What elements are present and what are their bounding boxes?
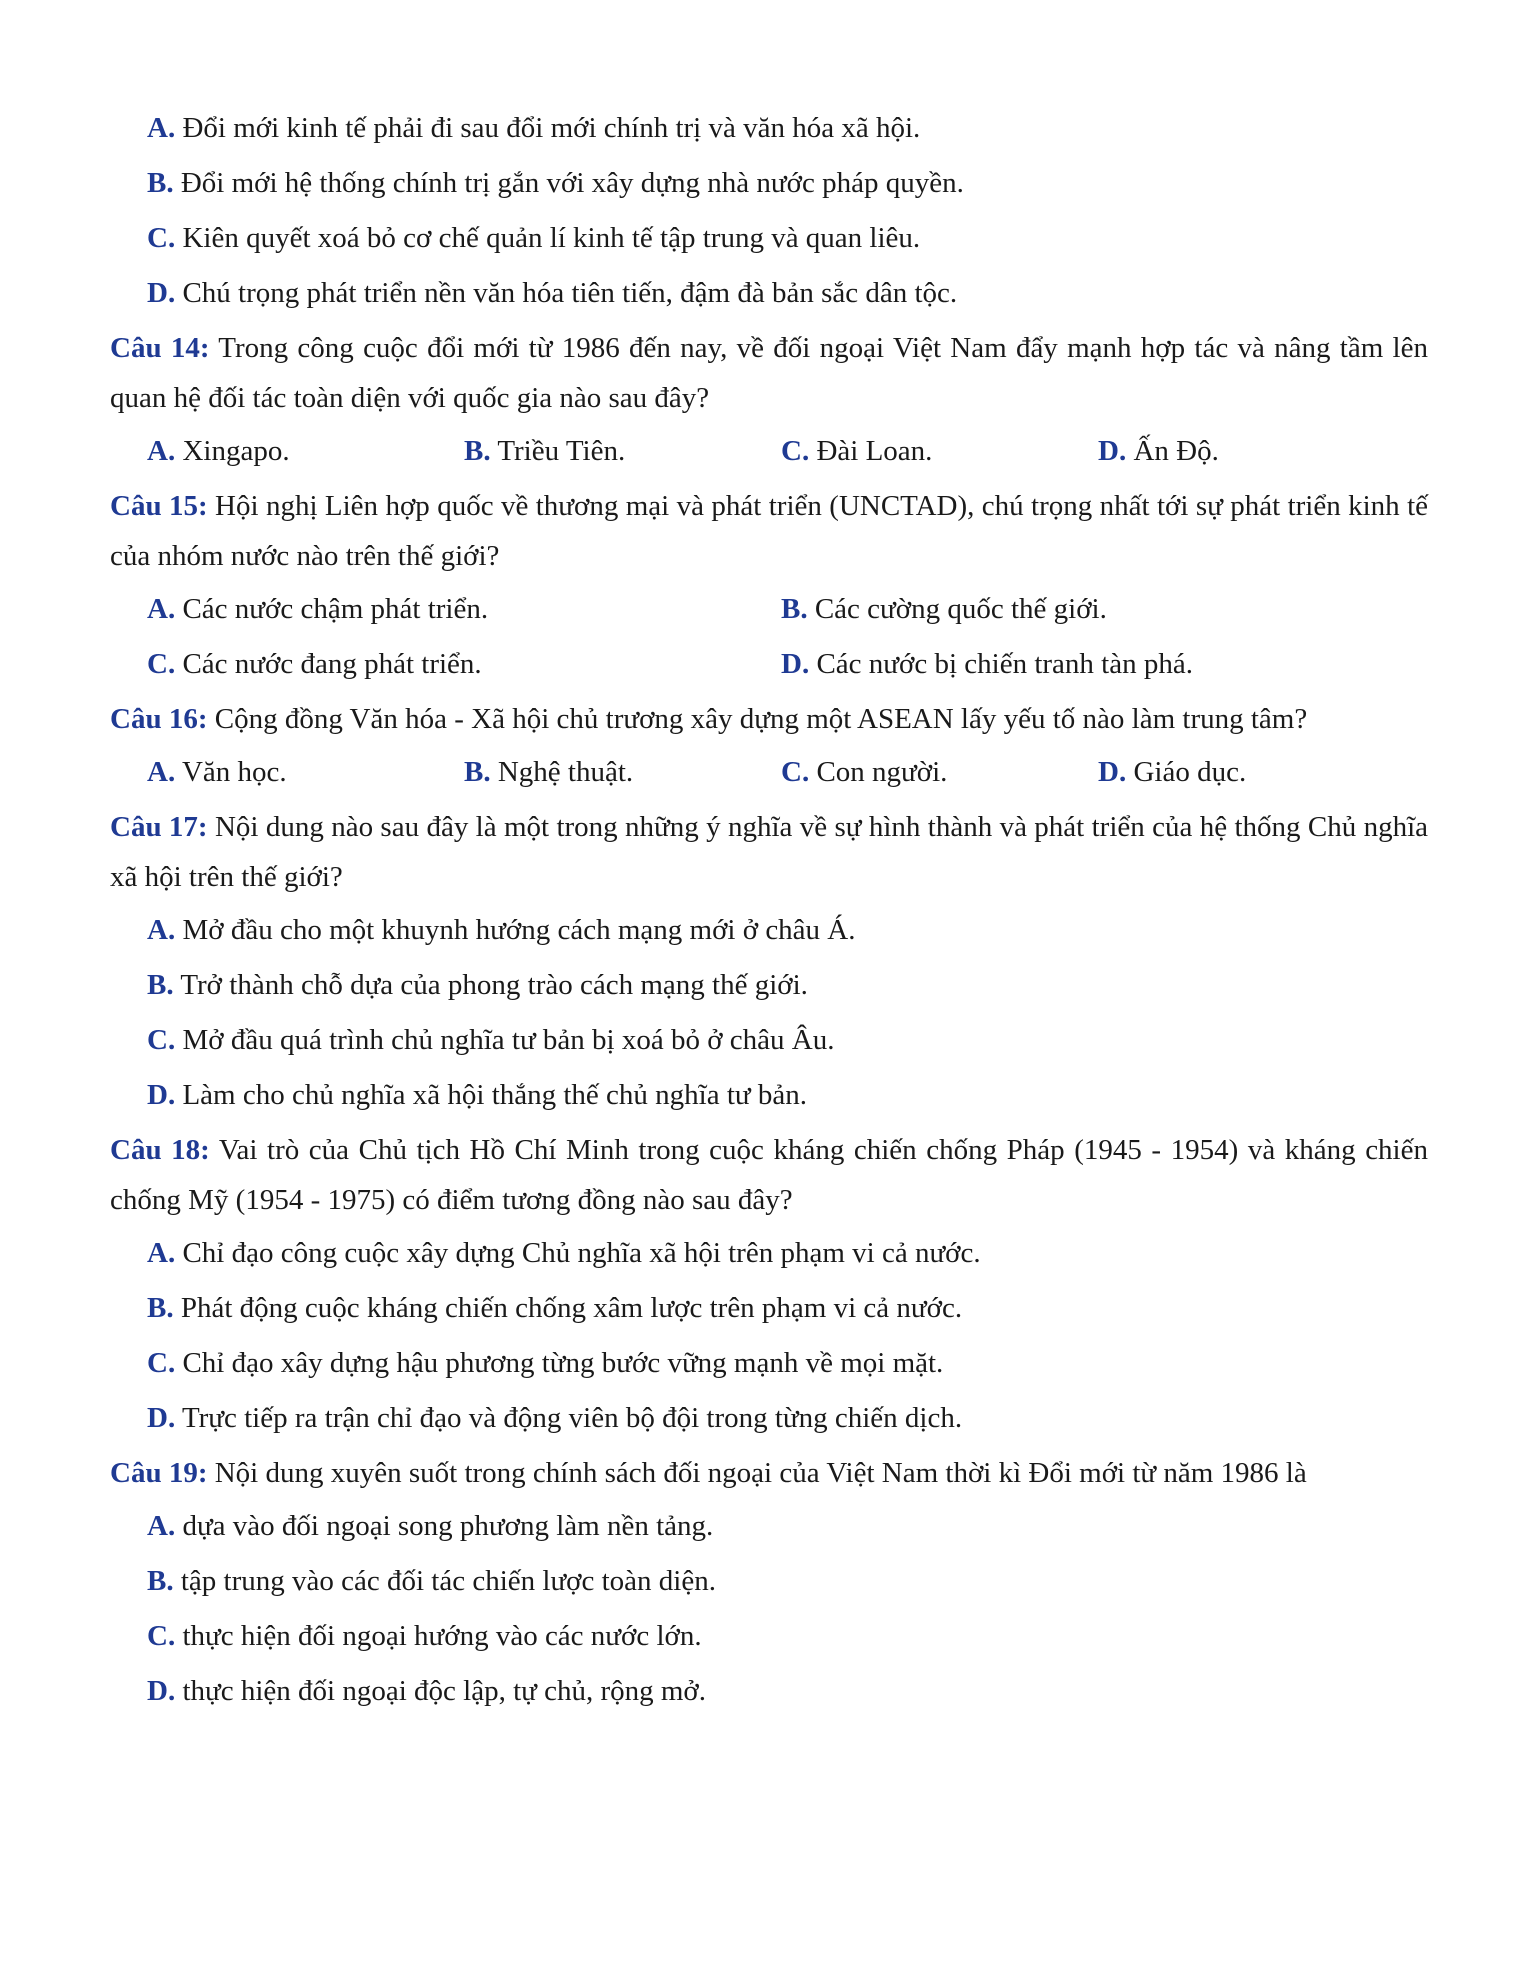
question-15-options [110,584,1428,634]
question-14 [110,323,1428,423]
option-label: A. [147,593,176,625]
option-text: Trở thành chỗ dựa của phong trào cách mạng thế giới. [180,969,808,1001]
option-d[interactable] [110,1070,1428,1120]
option-label: D. [147,1675,176,1707]
option-text: Các cường quốc thế giới. [814,593,1107,625]
option-text: Mở đầu quá trình chủ nghĩa tư bản bị xoá bỏ ở châu Âu. [182,1024,835,1056]
option-label: C. [147,222,176,254]
option-c[interactable] [110,213,1428,263]
question-text: Trong công cuộc đổi mới từ 1986 đến nay, về đối ngoại Việt Nam đẩy mạnh hợp tác và nâng tầm lên quan hệ đối tác toàn diện với quốc gia nào sau đây? [110,332,1428,414]
question-label: Câu 15: [110,490,208,522]
option-text: Các nước chậm phát triển. [182,593,489,625]
option-c[interactable] [781,426,1098,476]
option-text: thực hiện đối ngoại độc lập, tự chủ, rộng mở. [182,1675,707,1707]
option-a[interactable] [110,1501,1428,1551]
question-16 [110,694,1428,744]
option-text: Chỉ đạo công cuộc xây dựng Chủ nghĩa xã hội trên phạm vi cả nước. [182,1237,981,1269]
option-label: D. [147,1402,176,1434]
option-b[interactable] [464,426,781,476]
option-b[interactable] [464,747,781,797]
option-d[interactable] [781,639,1415,689]
option-text: Phát động cuộc kháng chiến chống xâm lược trên phạm vi cả nước. [180,1292,963,1324]
option-text: Kiên quyết xoá bỏ cơ chế quản lí kinh tế tập trung và quan liêu. [182,222,921,254]
option-text: dựa vào đối ngoại song phương làm nền tảng. [182,1510,714,1542]
option-d[interactable] [1098,426,1415,476]
option-d[interactable] [110,268,1428,318]
option-a[interactable] [147,747,464,797]
option-label: D. [147,1079,176,1111]
question-13-options [110,103,1428,318]
option-label: C. [147,1347,176,1379]
question-label: Câu 14: [110,332,210,364]
question-label: Câu 16: [110,703,208,735]
option-c[interactable] [147,639,781,689]
option-text: Xingapo. [182,435,290,467]
question-text: Cộng đồng Văn hóa - Xã hội chủ trương xây dựng một ASEAN lấy yếu tố nào làm trung tâm? [214,703,1308,735]
option-text: Các nước đang phát triển. [182,648,482,680]
question-text: Nội dung xuyên suốt trong chính sách đối ngoại của Việt Nam thời kì Đổi mới từ năm 1986 là [214,1457,1307,1489]
option-a[interactable] [110,1228,1428,1278]
option-c[interactable] [110,1015,1428,1065]
option-c[interactable] [110,1338,1428,1388]
option-label: A. [147,112,176,144]
question-16-options [110,747,1428,797]
option-d[interactable] [110,1393,1428,1443]
option-label: A. [147,1237,176,1269]
option-label: D. [1098,435,1127,467]
option-a[interactable] [110,103,1428,153]
option-text: tập trung vào các đối tác chiến lược toàn diện. [180,1565,716,1597]
option-text: Con người. [816,756,948,788]
question-14-options [110,426,1428,476]
question-15 [110,481,1428,581]
option-text: Làm cho chủ nghĩa xã hội thắng thế chủ nghĩa tư bản. [182,1079,808,1111]
option-text: Mở đầu cho một khuynh hướng cách mạng mới ở châu Á. [182,914,856,946]
question-label: Câu 19: [110,1457,208,1489]
option-label: D. [781,648,810,680]
option-text: Triều Tiên. [497,435,626,467]
option-text: Đổi mới hệ thống chính trị gắn với xây dựng nhà nước pháp quyền. [180,167,964,199]
question-text: Vai trò của Chủ tịch Hồ Chí Minh trong cuộc kháng chiến chống Pháp (1945 - 1954) và kháng chiến chống Mỹ (1954 - 1975) có điểm tương đồng nào sau đây? [110,1134,1428,1216]
option-label: B. [147,167,174,199]
option-text: thực hiện đối ngoại hướng vào các nước lớn. [182,1620,702,1652]
question-19 [110,1448,1428,1498]
option-label: B. [464,435,491,467]
option-b[interactable] [781,584,1415,634]
option-b[interactable] [110,1556,1428,1606]
option-c[interactable] [110,1611,1428,1661]
question-text: Hội nghị Liên hợp quốc về thương mại và phát triển (UNCTAD), chú trọng nhất tới sự phát triển kinh tế của nhóm nước nào trên thế giới? [110,490,1429,572]
option-text: Ấn Độ. [1133,435,1219,467]
option-label: B. [147,1292,174,1324]
option-text: Văn học. [181,756,287,788]
option-text: Giáo dục. [1133,756,1247,788]
option-label: A. [147,756,176,788]
option-label: B. [464,756,491,788]
question-label: Câu 18: [110,1134,210,1166]
option-text: Đổi mới kinh tế phải đi sau đổi mới chính trị và văn hóa xã hội. [182,112,921,144]
option-label: A. [147,1510,176,1542]
question-17 [110,802,1428,902]
option-label: A. [147,435,176,467]
option-a[interactable] [147,584,781,634]
option-label: A. [147,914,176,946]
question-label: Câu 17: [110,811,208,843]
option-text: Nghệ thuật. [497,756,634,788]
option-b[interactable] [110,1283,1428,1333]
option-c[interactable] [781,747,1098,797]
option-b[interactable] [110,158,1428,208]
option-label: D. [147,277,176,309]
option-label: B. [781,593,808,625]
option-label: C. [147,1024,176,1056]
option-label: B. [147,1565,174,1597]
question-15-options-row2 [110,639,1428,689]
option-text: Đài Loan. [816,435,933,467]
question-18 [110,1125,1428,1225]
option-text: Trực tiếp ra trận chỉ đạo và động viên bộ đội trong từng chiến dịch. [181,1402,963,1434]
option-label: C. [147,1620,176,1652]
option-label: D. [1098,756,1127,788]
option-label: B. [147,969,174,1001]
option-text: Các nước bị chiến tranh tàn phá. [816,648,1193,680]
question-text: Nội dung nào sau đây là một trong những ý nghĩa về sự hình thành và phát triển của hệ thống Chủ nghĩa xã hội trên thế giới? [110,811,1428,893]
option-label: C. [147,648,176,680]
option-d[interactable] [110,1666,1428,1716]
option-b[interactable] [110,960,1428,1010]
option-text: Chỉ đạo xây dựng hậu phương từng bước vững mạnh về mọi mặt. [182,1347,944,1379]
option-a[interactable] [110,905,1428,955]
option-label: C. [781,756,810,788]
option-text: Chú trọng phát triển nền văn hóa tiên tiến, đậm đà bản sắc dân tộc. [182,277,958,309]
exam-page [110,103,1428,1721]
option-label: C. [781,435,810,467]
option-a[interactable] [147,426,464,476]
option-d[interactable] [1098,747,1415,797]
